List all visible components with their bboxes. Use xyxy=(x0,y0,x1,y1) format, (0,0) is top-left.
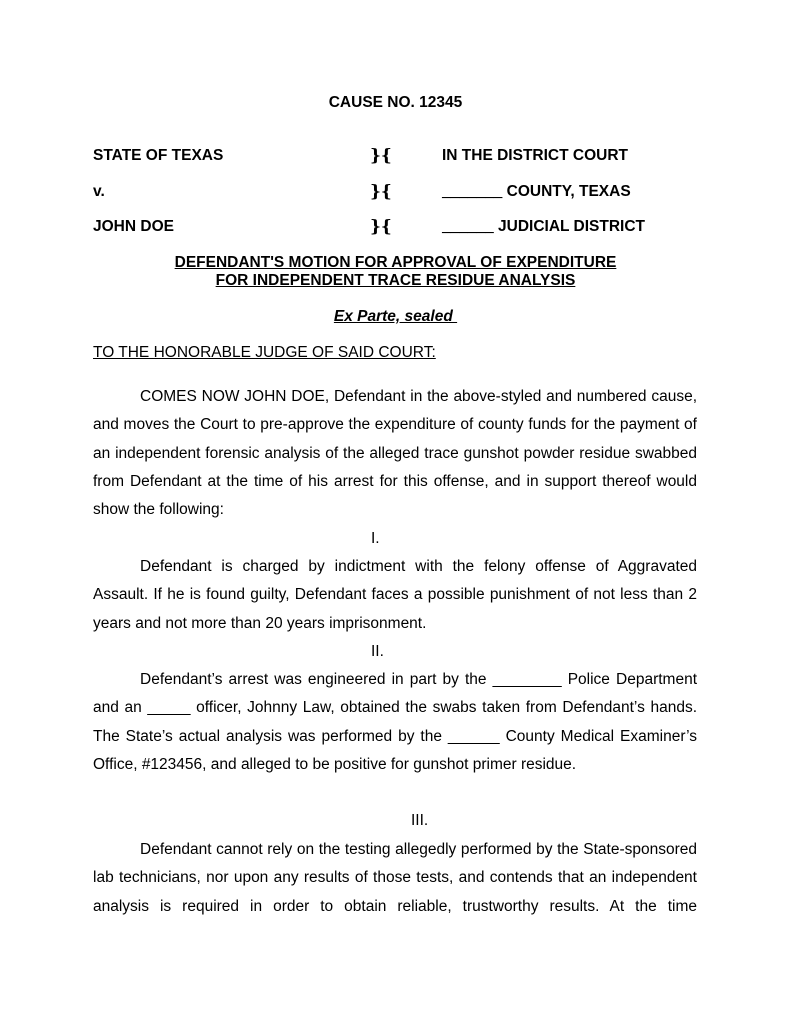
caption-left-line-3: JOHN DOE xyxy=(93,218,174,235)
section-number: III. xyxy=(411,812,429,829)
caption-separator: }{ xyxy=(370,217,392,237)
section-number: I. xyxy=(371,530,380,547)
section-number: II. xyxy=(371,643,384,660)
caption-court-text: IN THE DISTRICT COURT xyxy=(442,147,628,164)
motion-subtitle: Ex Parte, sealed xyxy=(333,308,458,325)
caption-district-text: JUDICIAL DISTRICT xyxy=(493,218,646,235)
caption-right-line-1 xyxy=(442,147,628,165)
section-paragraph: Defendant is charged by indictment with the felony offense of Aggravated Assault. If he is found guilty, Defendant faces a possible punishment of not less than 2 years and not more than 20 years imprisonment. xyxy=(93,558,697,632)
caption-left-line-2: v. xyxy=(93,183,105,200)
caption-right-line-2 xyxy=(442,183,631,201)
county-blank: _______ xyxy=(442,183,503,200)
district-blank: ______ xyxy=(442,218,494,235)
motion-title-line-2: FOR INDEPENDENT TRACE RESIDUE ANALYSIS xyxy=(215,272,576,289)
motion-title-line-1: DEFENDANT'S MOTION FOR APPROVAL OF EXPENDITURE xyxy=(174,254,617,271)
caption-separator: }{ xyxy=(370,182,392,202)
intro-paragraph: COMES NOW JOHN DOE, Defendant in the above-styled and numbered cause, and moves the Court to pre-approve the expenditure of county funds for the payment of an independent forensic analysis of the alleged trace gunshot powder residue swabbed from Defendant at the time of his arrest for this offense, and in support thereof would show the following: xyxy=(93,388,697,519)
salutation: TO THE HONORABLE JUDGE OF SAID COURT: xyxy=(93,344,436,361)
caption-right-line-3 xyxy=(442,218,645,236)
caption-left-line-1: STATE OF TEXAS xyxy=(93,147,224,164)
cause-number: CAUSE NO. 12345 xyxy=(328,94,463,111)
section-paragraph: Defendant’s arrest was engineered in part by the ________ Police Department and an _____ officer, Johnny Law, obtained the swabs taken from Defendant’s hands. The State’s actual analysis was performed by the ______ County Medical Examiner’s Office, #123456, and alleged to be positive for gunshot primer residue. xyxy=(93,671,697,773)
caption-county-text: COUNTY, TEXAS xyxy=(502,183,631,200)
caption-separator: }{ xyxy=(370,146,392,166)
section-paragraph: Defendant cannot rely on the testing allegedly performed by the State-sponsored lab technicians, nor upon any results of those tests, and contends that an independent analysis is required in order to obtain reliable, trustworthy results. At the time xyxy=(93,841,697,915)
